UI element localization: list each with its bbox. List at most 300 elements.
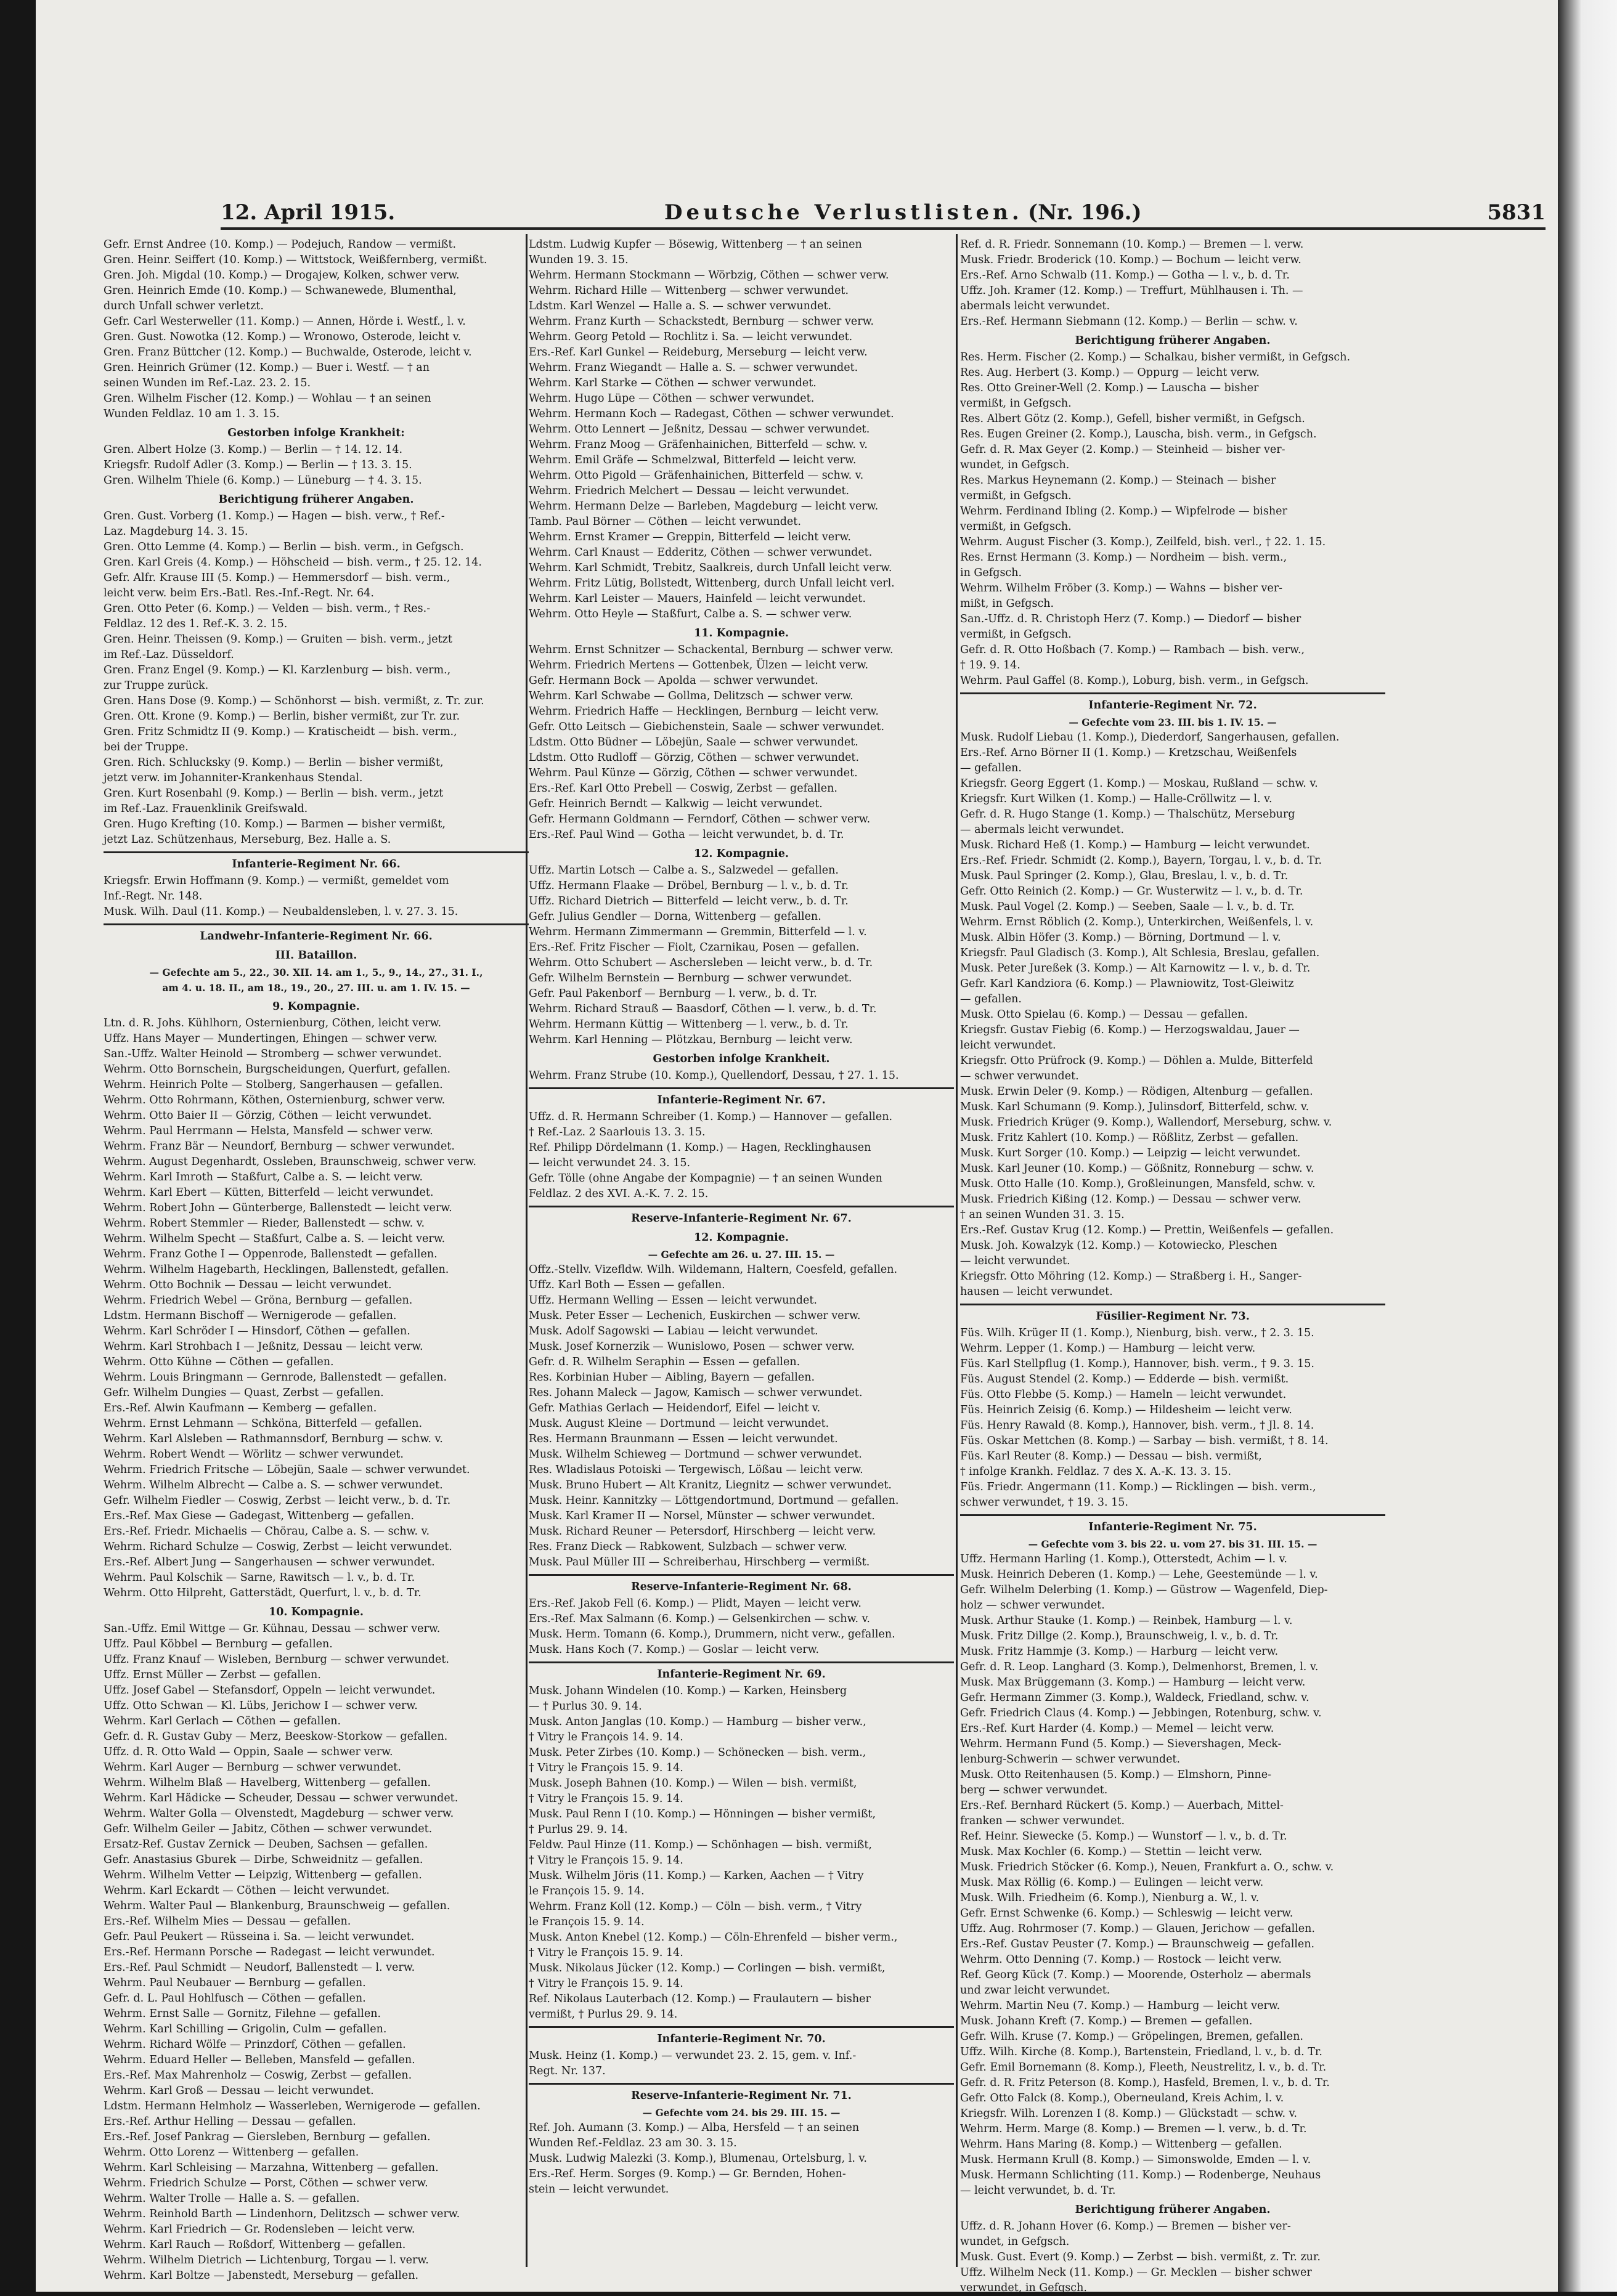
publication-title: Deutsche Verlustlisten. xyxy=(664,200,1023,225)
casualty-entry: Wehrm. Karl Rauch — Roßdorf, Wittenberg — gefallen. xyxy=(104,2239,406,2251)
casualty-entry: seinen Wunden im Ref.-Laz. 23. 2. 15. xyxy=(104,377,311,389)
casualty-entry: Uffz. Hermann Welling — Essen — leicht verwundet. xyxy=(529,1294,817,1307)
casualty-entry: Musk. Peter Esser — Lechenich, Euskirchen — schwer verw. xyxy=(529,1310,861,1322)
casualty-entry: Musk. Friedrich Krüger (9. Komp.), Wallendorf, Merseburg, schw. v. xyxy=(960,1116,1332,1129)
casualty-entry: Ers.-Ref. Max Mahrenholz — Coswig, Zerbst — gefallen. xyxy=(104,2069,412,2082)
casualty-entry: Res. Ernst Hermann (3. Komp.) — Nordheim — bish. verm., xyxy=(960,551,1287,564)
casualty-entry: Gefr. Otto Falck (8. Komp.), Oberneuland, Kreis Achim, l. v. xyxy=(960,2092,1284,2104)
casualty-entry: Ref. Nikolaus Lauterbach (12. Komp.) — Fraulautern — bisher xyxy=(529,1993,871,2005)
casualty-entry: Musk. Otto Reitenhausen (5. Komp.) — Elmshorn, Pinne- xyxy=(960,1769,1272,1781)
casualty-entry: wundet, in Gefgsch. xyxy=(960,459,1070,471)
casualty-entry: Inf.-Regt. Nr. 148. xyxy=(104,890,203,903)
casualty-entry: Musk. Arthur Stauke (1. Komp.) — Reinbek, Hamburg — l. v. xyxy=(960,1615,1293,1627)
casualty-entry: Musk. Ludwig Malezki (3. Komp.), Blumenau, Ortelsburg, l. v. xyxy=(529,2152,867,2165)
casualty-entry: Uffz. Ernst Müller — Zerbst — gefallen. xyxy=(104,1669,321,1681)
casualty-entry: Gefr. Wilhelm Bernstein — Bernburg — schwer verwundet. xyxy=(529,972,852,984)
casualty-entry: Res. Korbinian Huber — Aibling, Bayern — gefallen. xyxy=(529,1371,815,1384)
casualty-entry: Gefr. Julius Gendler — Dorna, Wittenberg — gefallen. xyxy=(529,911,821,923)
casualty-entry: † Purlus 29. 9. 14. xyxy=(529,1823,628,1836)
casualty-entry: Wehrm. Wilhelm Albrecht — Calbe a. S. — schwer verwundet. xyxy=(104,1479,443,1491)
casualty-entry: Musk. Paul Müller III — Schreiberhau, Hirschberg — vermißt. xyxy=(529,1556,870,1568)
casualty-entry: Wehrm. Otto Lennert — Jeßnitz, Dessau — schwer verwundet. xyxy=(529,423,870,436)
casualty-entry: Gefr. Tölle (ohne Angabe der Kompagnie) — † an seinen Wunden xyxy=(529,1172,882,1185)
casualty-entry: Wehrm. Ernst Lehmann — Schköna, Bitterfeld — gefallen. xyxy=(104,1418,423,1430)
casualty-entry: Uffz. Wilh. Kirche (8. Komp.), Bartenstein, Friedland, l. v., b. d. Tr. xyxy=(960,2046,1322,2058)
casualty-entry: Wehrm. Richard Hille — Wittenberg — schwer verwundet. xyxy=(529,285,849,297)
section-heading: Berichtigung früherer Angaben. xyxy=(1075,335,1271,347)
casualty-entry: Laz. Magdeburg 14. 3. 15. xyxy=(104,525,248,538)
casualty-entry: Res. Franz Dieck — Rabkowent, Sulzbach — schwer verw. xyxy=(529,1541,847,1553)
casualty-entry: Uffz. Richard Dietrich — Bitterfeld — leicht verw., b. d. Tr. xyxy=(529,895,849,907)
casualty-entry: — schwer verwundet. xyxy=(960,1070,1079,1082)
casualty-entry: Wehrm. Richard Strauß — Baasdorf, Cöthen — l. verw., b. d. Tr. xyxy=(529,1003,877,1015)
casualty-entry: Wehrm. Walter Trolle — Halle a. S. — gefallen. xyxy=(104,2193,360,2205)
casualty-entry: San.-Uffz. d. R. Christoph Herz (7. Komp.) — Diedorf — bisher xyxy=(960,613,1301,625)
casualty-entry: Gren. Kurt Rosenbahl (9. Komp.) — Berlin — bish. verm., jetzt xyxy=(104,787,444,800)
casualty-entry: Gefr. d. R. Hugo Stange (1. Komp.) — Thalschütz, Merseburg xyxy=(960,808,1295,821)
casualty-entry: Wehrm. Hans Maring (8. Komp.) — Wittenberg — gefallen. xyxy=(960,2138,1282,2151)
casualty-entry: Wehrm. Karl Gerlach — Cöthen — gefallen. xyxy=(104,1715,341,1727)
casualty-entry: Gren. Rich. Schlucksky (9. Komp.) — Berlin — bisher vermißt, xyxy=(104,757,444,769)
battle-dates: — Gefechte vom 23. III. bis 1. IV. 15. — xyxy=(1069,716,1277,728)
casualty-entry: Musk. Joh. Kowalzyk (12. Komp.) — Kotowiecko, Pleschen xyxy=(960,1239,1277,1252)
column-divider xyxy=(956,234,958,2267)
casualty-entry: Wehrm. Otto Kühne — Cöthen — gefallen. xyxy=(104,1356,334,1368)
casualty-entry: Ers.-Ref. Max Giese — Gadegast, Wittenberg — gefallen. xyxy=(104,1510,415,1522)
column-middle xyxy=(529,237,954,2264)
casualty-entry: Wehrm. Karl Schilling — Grigolin, Culm — gefallen. xyxy=(104,2023,387,2035)
casualty-entry: Wehrm. Reinhold Barth — Lindenhorn, Delitzsch — schwer verw. xyxy=(104,2208,460,2220)
casualty-entry: Musk. Max Brüggemann (3. Komp.) — Hamburg — leicht verw. xyxy=(960,1676,1306,1689)
casualty-entry: Ldstm. Otto Rudloff — Görzig, Cöthen — schwer verwundet. xyxy=(529,752,860,764)
casualty-entry: Wehrm. August Fischer (3. Komp.), Zeilfeld, bish. verl., † 22. 1. 15. xyxy=(960,536,1326,548)
casualty-entry: Kriegsfr. Paul Gladisch (3. Komp.), Alt Schlesia, Breslau, gefallen. xyxy=(960,947,1320,959)
casualty-entry: Gefr. Emil Bornemann (8. Komp.), Fleeth, Neustrelitz, l. v., b. d. Tr. xyxy=(960,2061,1327,2074)
casualty-entry: Uffz. Otto Schwan — Kl. Lübs, Jerichow I — schwer verw. xyxy=(104,1700,418,1712)
casualty-entry: Wehrm. Robert John — Günterberge, Ballenstedt — leicht verw. xyxy=(104,1202,452,1214)
casualty-entry: Musk. Nikolaus Jücker (12. Komp.) — Corlingen — bish. vermißt, xyxy=(529,1962,886,1974)
casualty-entry: Wehrm. Otto Bochnik — Dessau — leicht verwundet. xyxy=(104,1279,392,1291)
casualty-entry: Ers.-Ref. Alwin Kaufmann — Kemberg — gefallen. xyxy=(104,1402,377,1414)
casualty-entry: Gefr. Alfr. Krause III (5. Komp.) — Hemmersdorf — bish. verm., xyxy=(104,572,450,584)
casualty-entry: Füs. Otto Flebbe (5. Komp.) — Hameln — leicht verwundet. xyxy=(960,1389,1287,1401)
casualty-entry: stein — leicht verwundet. xyxy=(529,2183,669,2196)
casualty-entry: Musk. Fritz Kahlert (10. Komp.) — Rößlitz, Zerbst — gefallen. xyxy=(960,1132,1299,1144)
issue-number: (Nr. 196.) xyxy=(1028,200,1142,225)
section-rule xyxy=(529,1087,954,1089)
section-heading: Infanterie-Regiment Nr. 67. xyxy=(657,1094,826,1106)
casualty-entry: Ltn. d. R. Johs. Kühlhorn, Osternienburg, Cöthen, leicht verw. xyxy=(104,1017,442,1029)
casualty-entry: Füs. Oskar Mettchen (8. Komp.) — Sarbay — bish. vermißt, † 8. 14. xyxy=(960,1435,1329,1447)
casualty-entry: Füs. Heinrich Zeisig (6. Komp.) — Hildesheim — leicht verw. xyxy=(960,1404,1292,1416)
casualty-entry: Gefr. Hermann Zimmer (3. Komp.), Waldeck, Friedland, schw. v. xyxy=(960,1692,1309,1704)
casualty-entry: Ersatz-Ref. Gustav Zernick — Deuben, Sachsen — gefallen. xyxy=(104,1838,428,1851)
casualty-entry: Musk. Josef Kornerzik — Wunislowo, Posen — schwer verw. xyxy=(529,1341,855,1353)
casualty-entry: Wehrm. Friedrich Fritsche — Löbejün, Saale — schwer verwundet. xyxy=(104,1464,470,1476)
casualty-entry: Wehrm. Karl Auger — Bernburg — schwer verwundet. xyxy=(104,1761,401,1774)
casualty-entry: Res. Markus Heynemann (2. Komp.) — Steinach — bisher xyxy=(960,474,1276,487)
section-heading: III. Bataillon. xyxy=(275,949,357,962)
casualty-entry: Ldstm. Hermann Helmholz — Wasserleben, Wernigerode — gefallen. xyxy=(104,2100,481,2112)
casualty-entry: Gren. Heinr. Theissen (9. Komp.) — Gruiten — bish. verm., jetzt xyxy=(104,633,452,646)
casualty-entry: vermißt, † Purlus 29. 9. 14. xyxy=(529,2008,678,2021)
casualty-entry: Wehrm. Hermann Delze — Barleben, Magdeburg — leicht verw. xyxy=(529,500,879,513)
casualty-entry: Wehrm. Friedrich Webel — Gröna, Bernburg — gefallen. xyxy=(104,1294,413,1307)
casualty-entry: Gefr. Paul Peukert — Rüsseina i. Sa. — leicht verwundet. xyxy=(104,1931,415,1943)
casualty-entry: Ldstm. Karl Wenzel — Halle a. S. — schwer verwundet. xyxy=(529,300,832,312)
casualty-entry: † Vitry le François 15. 9. 14. xyxy=(529,1978,683,1990)
section-heading: 11. Kompagnie. xyxy=(694,627,789,639)
casualty-entry: Wehrm. Karl Strohbach I — Jeßnitz, Dessau — leicht verw. xyxy=(104,1341,423,1353)
casualty-entry: Musk. Friedrich Stöcker (6. Komp.), Neuen, Frankfurt a. O., schw. v. xyxy=(960,1861,1334,1873)
casualty-entry: Musk. Paul Renn I (10. Komp.) — Hönningen — bisher vermißt, xyxy=(529,1808,876,1820)
casualty-entry: † Ref.-Laz. 2 Saarlouis 13. 3. 15. xyxy=(529,1126,706,1138)
casualty-entry: † Vitry le François 14. 9. 14. xyxy=(529,1731,683,1743)
casualty-entry: Ers.-Ref. Max Salmann (6. Komp.) — Gelsenkirchen — schw. v. xyxy=(529,1613,870,1625)
casualty-entry: Wehrm. Hermann Küttig — Wittenberg — l. verw., b. d. Tr. xyxy=(529,1018,849,1031)
section-heading: Füsilier-Regiment Nr. 73. xyxy=(1096,1310,1250,1323)
casualty-entry: Gren. Wilhelm Thiele (6. Komp.) — Lüneburg — † 4. 3. 15. xyxy=(104,474,422,487)
casualty-entry: Gren. Otto Lemme (4. Komp.) — Berlin — bish. verm., in Gefgsch. xyxy=(104,541,464,553)
casualty-entry: Gren. Gust. Vorberg (1. Komp.) — Hagen — bish. verw., † Ref.- xyxy=(104,510,445,522)
casualty-entry: Gefr. Hermann Goldmann — Ferndorf, Cöthen — schwer verw. xyxy=(529,813,871,826)
casualty-entry: Wehrm. Otto Baier II — Görzig, Cöthen — leicht verwundet. xyxy=(104,1109,432,1122)
casualty-entry: Musk. Peter Zirbes (10. Komp.) — Schönecken — bish. verm., xyxy=(529,1746,866,1759)
casualty-entry: Musk. Karl Jeuner (10. Komp.) — Gößnitz, Ronneburg — schw. v. xyxy=(960,1162,1314,1175)
casualty-entry: Wehrm. Ernst Schnitzer — Schackental, Bernburg — schwer verw. xyxy=(529,644,894,656)
section-rule xyxy=(104,851,529,853)
section-heading: Infanterie-Regiment Nr. 69. xyxy=(657,1668,826,1681)
casualty-entry: bei der Truppe. xyxy=(104,741,189,753)
casualty-entry: im Ref.-Laz. Frauenklinik Greifswald. xyxy=(104,803,308,815)
section-heading: Infanterie-Regiment Nr. 75. xyxy=(1088,1521,1257,1533)
section-heading: Infanterie-Regiment Nr. 70. xyxy=(657,2033,826,2045)
casualty-entry: Wehrm. Friedrich Mertens — Gottenbek, Ülzen — leicht verw. xyxy=(529,659,869,671)
battle-dates: — Gefechte am 26. u. 27. III. 15. — xyxy=(648,1249,835,1260)
casualty-entry: Ers.-Ref. Bernhard Rückert (5. Komp.) — Auerbach, Mittel- xyxy=(960,1799,1284,1812)
casualty-entry: Ers.-Ref. Arthur Helling — Dessau — gefallen. xyxy=(104,2115,356,2128)
casualty-entry: Wehrm. Friedrich Haffe — Hecklingen, Bernburg — leicht verw. xyxy=(529,705,879,718)
newspaper-page xyxy=(36,0,1558,2292)
casualty-entry: Gefr. Friedrich Claus (4. Komp.) — Jebbingen, Rotenburg, schw. v. xyxy=(960,1707,1322,1719)
casualty-entry: Gefr. Karl Kandziora (6. Komp.) — Plawniowitz, Tost-Gleiwitz xyxy=(960,978,1294,990)
casualty-entry: Uffz. Hans Mayer — Mundertingen, Ehingen — schwer verw. xyxy=(104,1032,438,1045)
casualty-entry: Gefr. d. R. Fritz Peterson (8. Komp.), Hasfeld, Bremen, l. v., b. d. Tr. xyxy=(960,2077,1330,2089)
section-heading: Gestorben infolge Krankheit: xyxy=(227,427,405,439)
section-heading: Berichtigung früherer Angaben. xyxy=(1075,2204,1271,2216)
casualty-entry: Gren. Franz Engel (9. Komp.) — Kl. Karzlenburg — bish. verm., xyxy=(104,664,451,676)
section-heading: Infanterie-Regiment Nr. 66. xyxy=(232,858,401,870)
casualty-entry: Musk. Gust. Evert (9. Komp.) — Zerbst — bish. vermißt, z. Tr. zur. xyxy=(960,2251,1321,2263)
casualty-entry: Wehrm. Georg Petold — Rochlitz i. Sa. — leicht verwundet. xyxy=(529,331,853,343)
casualty-entry: Ref. Joh. Aumann (3. Komp.) — Alba, Hersfeld — † an seinen xyxy=(529,2122,860,2134)
casualty-entry: Füs. Friedr. Angermann (11. Komp.) — Ricklingen — bish. verm., xyxy=(960,1481,1316,1493)
casualty-entry: Musk. Erwin Deler (9. Komp.) — Rödigen, Altenburg — gefallen. xyxy=(960,1085,1313,1098)
casualty-entry: franken — schwer verwundet. xyxy=(960,1815,1125,1827)
casualty-entry: Ref. d. R. Friedr. Sonnemann (10. Komp.) — Bremen — l. verw. xyxy=(960,238,1304,251)
casualty-entry: Musk. Albin Höfer (3. Komp.) — Börning, Dortmund — l. v. xyxy=(960,931,1281,944)
section-rule xyxy=(529,1206,954,1207)
section-rule xyxy=(104,923,529,925)
casualty-entry: Gren. Heinr. Seiffert (10. Komp.) — Wittstock, Weißfernberg, vermißt. xyxy=(104,254,487,266)
casualty-entry: Feldlaz. 12 des 1. Ref.-K. 3. 2. 15. xyxy=(104,618,288,630)
casualty-entry: † Vitry le François 15. 9. 14. xyxy=(529,1854,683,1867)
casualty-entry: Ers.-Ref. Jakob Fell (6. Komp.) — Plidt, Mayen — leicht verw. xyxy=(529,1597,861,1610)
casualty-entry: Ldstm. Hermann Bischoff — Wernigerode — gefallen. xyxy=(104,1310,397,1322)
casualty-entry: † infolge Krankh. Feldlaz. 7 des X. A.-K. 13. 3. 15. xyxy=(960,1466,1231,1478)
casualty-entry: Wehrm. Otto Hilpreht, Gatterstädt, Querfurt, l. v., b. d. Tr. xyxy=(104,1587,422,1599)
casualty-entry: Musk. Kurt Sorger (10. Komp.) — Leipzig — leicht verwundet. xyxy=(960,1147,1301,1159)
casualty-entry: Ers.-Ref. Wilhelm Mies — Dessau — gefallen. xyxy=(104,1915,351,1928)
casualty-entry: Gren. Joh. Migdal (10. Komp.) — Drogajew, Kolken, schwer verw. xyxy=(104,269,460,282)
casualty-entry: Wehrm. Fritz Lütig, Bollstedt, Wittenberg, durch Unfall leicht verl. xyxy=(529,577,895,590)
casualty-entry: Kriegsfr. Erwin Hoffmann (9. Komp.) — vermißt, gemeldet vom xyxy=(104,875,449,887)
casualty-entry: Gren. Heinrich Emde (10. Komp.) — Schwanewede, Blumenthal, xyxy=(104,285,457,297)
casualty-entry: Wehrm. Wilhelm Specht — Staßfurt, Calbe a. S. — leicht verw. xyxy=(104,1233,446,1245)
casualty-entry: und zwar leicht verwundet. xyxy=(960,1984,1110,1997)
casualty-entry: Musk. Fritz Hammje (3. Komp.) — Harburg — leicht verw. xyxy=(960,1645,1279,1658)
casualty-entry: Wehrm. Otto Lorenz — Wittenberg — gefallen. xyxy=(104,2146,359,2159)
casualty-entry: Musk. Hermann Schlichting (11. Komp.) — Rodenberge, Neuhaus xyxy=(960,2169,1321,2181)
section-heading: Reserve-Infanterie-Regiment Nr. 68. xyxy=(631,1581,852,1593)
casualty-entry: Ers.-Ref. Karl Gunkel — Reideburg, Merseburg — leicht verw. xyxy=(529,346,868,359)
section-heading: Reserve-Infanterie-Regiment Nr. 67. xyxy=(631,1212,852,1225)
casualty-entry: Wehrm. Karl Ebert — Kütten, Bitterfeld — leicht verwundet. xyxy=(104,1187,434,1199)
battle-dates: am 4. u. 18. II., am 18., 19., 20., 27. III. u. am 1. IV. 15. — xyxy=(162,982,470,994)
casualty-entry: Feldw. Paul Hinze (11. Komp.) — Schönhagen — bish. vermißt, xyxy=(529,1839,872,1851)
casualty-entry: Offz.-Stellv. Vizefldw. Wilh. Wildemann, Haltern, Coesfeld, gefallen. xyxy=(529,1264,898,1276)
casualty-entry: Kriegsfr. Georg Eggert (1. Komp.) — Moskau, Rußland — schw. v. xyxy=(960,777,1318,790)
casualty-entry: Gren. Hans Dose (9. Komp.) — Schönhorst — bish. vermißt, z. Tr. zur. xyxy=(104,695,484,707)
casualty-entry: Füs. Karl Stellpflug (1. Komp.), Hannover, bish. verm., † 9. 3. 15. xyxy=(960,1358,1314,1370)
casualty-entry: Wehrm. Franz Wiegandt — Halle a. S. — schwer verwundet. xyxy=(529,362,858,374)
casualty-entry: Wehrm. Walter Paul — Blankenburg, Braunschweig — gefallen. xyxy=(104,1900,450,1912)
casualty-entry: Uffz. Hermann Flaake — Dröbel, Bernburg — l. v., b. d. Tr. xyxy=(529,880,849,892)
casualty-entry: † Vitry le François 15. 9. 14. xyxy=(529,1793,683,1805)
scan-edge xyxy=(1558,0,1617,2292)
casualty-entry: Wehrm. Otto Bornschein, Burgscheidungen, Querfurt, gefallen. xyxy=(104,1063,451,1076)
casualty-entry: Musk. Wilhelm Jöris (11. Komp.) — Karken, Aachen — † Vitry xyxy=(529,1870,864,1882)
casualty-entry: lenburg-Schwerin — schwer verwundet. xyxy=(960,1753,1181,1766)
casualty-entry: Wehrm. Franz Kurth — Schackstedt, Bernburg — schwer verw. xyxy=(529,315,874,328)
casualty-entry: Musk. August Kleine — Dortmund — leicht verwundet. xyxy=(529,1418,829,1430)
section-heading: Infanterie-Regiment Nr. 72. xyxy=(1088,699,1257,712)
casualty-entry: Wehrm. Robert Stemmler — Rieder, Ballenstedt — schw. v. xyxy=(104,1217,425,1230)
casualty-entry: Ref. Georg Kück (7. Komp.) — Moorende, Osterholz — abermals xyxy=(960,1969,1311,1981)
casualty-entry: Wehrm. Paul Künze — Görzig, Cöthen — schwer verwundet. xyxy=(529,767,858,779)
casualty-entry: Musk. Karl Kramer II — Norsel, Münster — schwer verwundet. xyxy=(529,1510,875,1522)
section-heading: 12. Kompagnie. xyxy=(694,848,789,860)
casualty-entry: Tamb. Paul Börner — Cöthen — leicht verwundet. xyxy=(529,516,801,528)
casualty-entry: Gren. Fritz Schmidtz II (9. Komp.) — Kratischeidt — bish. verm., xyxy=(104,726,457,738)
casualty-entry: Wehrm. Ernst Salle — Gornitz, Filehne — gefallen. xyxy=(104,2008,381,2020)
casualty-entry: Gren. Albert Holze (3. Komp.) — Berlin — † 14. 12. 14. xyxy=(104,444,403,456)
casualty-entry: Ers.-Ref. Fritz Fischer — Fiolt, Czarnikau, Posen — gefallen. xyxy=(529,941,860,954)
casualty-entry: vermißt, in Gefgsch. xyxy=(960,490,1072,502)
casualty-entry: mißt, in Gefgsch. xyxy=(960,598,1054,610)
casualty-entry: Ers.-Ref. Herm. Sorges (9. Komp.) — Gr. Bernden, Hohen- xyxy=(529,2168,846,2180)
casualty-entry: Wehrm. Franz Strube (10. Komp.), Quellendorf, Dessau, † 27. 1. 15. xyxy=(529,1069,899,1082)
casualty-entry: Res. Albert Götz (2. Komp.), Gefell, bisher vermißt, in Gefgsch. xyxy=(960,413,1305,425)
casualty-entry: Musk. Hans Koch (7. Komp.) — Goslar — leicht verw. xyxy=(529,1644,820,1656)
casualty-entry: Wehrm. Otto Schubert — Aschersleben — leicht verw., b. d. Tr. xyxy=(529,957,873,969)
casualty-entry: Wehrm. Franz Koll (12. Komp.) — Cöln — bish. verm., † Vitry xyxy=(529,1900,862,1913)
casualty-entry: Gefr. d. R. Leop. Langhard (3. Komp.), Delmenhorst, Bremen, l. v. xyxy=(960,1661,1319,1673)
casualty-entry: Ref. Philipp Dördelmann (1. Komp.) — Hagen, Recklinghausen xyxy=(529,1142,871,1154)
casualty-entry: Wehrm. Emil Gräfe — Schmelzwal, Bitterfeld — leicht verw. xyxy=(529,454,857,466)
casualty-entry: Ers.-Ref. Arno Schwalb (11. Komp.) — Gotha — l. v., b. d. Tr. xyxy=(960,269,1290,282)
casualty-entry: Gefr. Paul Pakenborf — Bernburg — l. verw., b. d. Tr. xyxy=(529,988,817,1000)
casualty-entry: berg — schwer verwundet. xyxy=(960,1784,1108,1796)
casualty-entry: Ers.-Ref. Josef Pankrag — Giersleben, Bernburg — gefallen. xyxy=(104,2131,431,2143)
casualty-entry: Wehrm. Karl Starke — Cöthen — schwer verwundet. xyxy=(529,377,817,389)
casualty-entry: vermißt, in Gefgsch. xyxy=(960,521,1072,533)
casualty-entry: Wehrm. Karl Henning — Plötzkau, Bernburg — leicht verw. xyxy=(529,1034,853,1046)
casualty-entry: Uffz. d. R. Otto Wald — Oppin, Saale — schwer verw. xyxy=(104,1746,393,1758)
casualty-entry: Musk. Anton Janglas (10. Komp.) — Hamburg — bisher verw., xyxy=(529,1716,866,1728)
section-heading: 10. Kompagnie. xyxy=(269,1606,364,1618)
casualty-entry: Wehrm. Karl Boltze — Jabenstedt, Merseburg — gefallen. xyxy=(104,2270,419,2282)
casualty-entry: † 19. 9. 14. xyxy=(960,659,1020,671)
casualty-entry: Wehrm. Franz Gothe I — Oppenrode, Ballenstedt — gefallen. xyxy=(104,1248,438,1260)
casualty-entry: Ers.-Ref. Paul Wind — Gotha — leicht verwundet, b. d. Tr. xyxy=(529,829,844,841)
casualty-entry: Uffz. Karl Both — Essen — gefallen. xyxy=(529,1279,725,1291)
casualty-entry: Füs. Karl Reuter (8. Komp.) — Dessau — bish. vermißt, xyxy=(960,1450,1262,1462)
casualty-entry: Musk. Karl Schumann (9. Komp.), Julinsdorf, Bitterfeld, schw. v. xyxy=(960,1101,1309,1113)
section-rule xyxy=(529,1661,954,1663)
casualty-entry: Uffz. Josef Gabel — Stefansdorf, Oppeln — leicht verwundet. xyxy=(104,1684,436,1697)
casualty-entry: Musk. Rudolf Liebau (1. Komp.), Diederdorf, Sangerhausen, gefallen. xyxy=(960,731,1340,744)
casualty-entry: Gren. Otto Peter (6. Komp.) — Velden — bish. verm., † Res.- xyxy=(104,602,431,615)
casualty-entry: Regt. Nr. 137. xyxy=(529,2065,606,2077)
casualty-entry: Wehrm. Paul Neubauer — Bernburg — gefallen. xyxy=(104,1977,366,1989)
casualty-entry: abermals leicht verwundet. xyxy=(960,300,1110,312)
casualty-entry: Ers.-Ref. Hermann Porsche — Radegast — leicht verwundet. xyxy=(104,1946,435,1958)
casualty-entry: Ref. Heinr. Siewecke (5. Komp.) — Wunstorf — l. v., b. d. Tr. xyxy=(960,1830,1287,1843)
casualty-entry: Gefr. d. R. Wilhelm Seraphin — Essen — gefallen. xyxy=(529,1356,800,1368)
battle-dates: — Gefechte vom 3. bis 22. u. vom 27. bis 31. III. 15. — xyxy=(1028,1538,1318,1550)
casualty-entry: † an seinen Wunden 31. 3. 15. xyxy=(960,1209,1125,1221)
casualty-entry: Wunden 19. 3. 15. xyxy=(529,254,629,266)
casualty-entry: leicht verw. beim Ers.-Batl. Res.-Inf.-Regt. Nr. 64. xyxy=(104,587,374,599)
casualty-entry: Res. Johann Maleck — Jagow, Kamisch — schwer verwundet. xyxy=(529,1387,863,1399)
casualty-entry: Wehrm. Karl Leister — Mauers, Hainfeld — leicht verwundet. xyxy=(529,593,866,605)
casualty-entry: Wehrm. Ernst Kramer — Greppin, Bitterfeld — leicht verw. xyxy=(529,531,851,543)
casualty-entry: Musk. Heinz (1. Komp.) — verwundet 23. 2. 15, gem. v. Inf.- xyxy=(529,2050,857,2062)
casualty-entry: vermißt, in Gefgsch. xyxy=(960,397,1072,410)
casualty-entry: zur Truppe zurück. xyxy=(104,679,209,692)
casualty-entry: Kriegsfr. Otto Möhring (12. Komp.) — Straßberg i. H., Sanger- xyxy=(960,1270,1302,1283)
casualty-entry: leicht verwundet. xyxy=(960,1039,1056,1052)
casualty-entry: Feldlaz. 2 des XVI. A.-K. 7. 2. 15. xyxy=(529,1188,709,1200)
casualty-entry: San.-Uffz. Walter Heinold — Stromberg — schwer verwundet. xyxy=(104,1048,442,1060)
casualty-entry: Wehrm. Eduard Heller — Belleben, Mansfeld — gefallen. xyxy=(104,2054,415,2066)
casualty-entry: Gefr. Otto Reinich (2. Komp.) — Gr. Wusterwitz — l. v., b. d. Tr. xyxy=(960,885,1303,898)
casualty-entry: Musk. Max Kochler (6. Komp.) — Stettin — leicht verw. xyxy=(960,1846,1263,1858)
casualty-entry: durch Unfall schwer verletzt. xyxy=(104,300,264,312)
page-number: 5831 xyxy=(1487,200,1546,225)
casualty-entry: Wehrm. August Degenhardt, Ossleben, Braunschweig, schwer verw. xyxy=(104,1156,476,1168)
casualty-entry: † Vitry le François 15. 9. 14. xyxy=(529,1947,683,1959)
casualty-entry: Gren. Gust. Nowotka (12. Komp.) — Wronowo, Osterode, leicht v. xyxy=(104,331,462,343)
battle-dates: — Gefechte vom 24. bis 29. III. 15. — xyxy=(642,2107,841,2119)
casualty-entry: Wehrm. Richard Schulze — Coswig, Zerbst — leicht verwundet. xyxy=(104,1541,452,1553)
casualty-entry: Wehrm. Richard Wölfe — Prinzdorf, Cöthen — gefallen. xyxy=(104,2038,406,2051)
casualty-entry: — gefallen. xyxy=(960,762,1022,774)
casualty-entry: Ers.-Ref. Kurt Harder (4. Komp.) — Memel — leicht verw. xyxy=(960,1722,1274,1735)
casualty-entry: Wehrm. Karl Groß — Dessau — leicht verwundet. xyxy=(104,2085,374,2097)
casualty-entry: Wehrm. Friedrich Melchert — Dessau — leicht verwundet. xyxy=(529,485,850,497)
casualty-entry: Gefr. Mathias Gerlach — Heidendorf, Eifel — leicht v. xyxy=(529,1402,821,1414)
casualty-entry: Res. Aug. Herbert (3. Komp.) — Oppurg — leicht verw. xyxy=(960,367,1260,379)
casualty-entry: Gefr. Otto Leitsch — Giebichenstein, Saale — schwer verwundet. xyxy=(529,721,885,733)
casualty-entry: Wunden Feldlaz. 10 am 1. 3. 15. xyxy=(104,408,280,420)
casualty-entry: Wehrm. Martin Neu (7. Komp.) — Hamburg — leicht verw. xyxy=(960,2000,1281,2012)
casualty-entry: Wehrm. Otto Rohrmann, Köthen, Osternienburg, schwer verw. xyxy=(104,1094,446,1106)
casualty-entry: le François 15. 9. 14. xyxy=(529,1916,645,1928)
casualty-entry: Musk. Otto Halle (10. Komp.), Großleinungen, Mansfeld, schw. v. xyxy=(960,1178,1316,1190)
casualty-entry: Ers.-Ref. Gustav Krug (12. Komp.) — Prettin, Weißenfels — gefallen. xyxy=(960,1224,1334,1236)
casualty-entry: Wehrm. Paul Gaffel (8. Komp.), Loburg, bish. verm., in Gefgsch. xyxy=(960,675,1309,687)
casualty-entry: Musk. Herm. Tomann (6. Komp.), Drummern, nicht verw., gefallen. xyxy=(529,1628,895,1641)
casualty-entry: Wehrm. Hermann Stockmann — Wörbzig, Cöthen — schwer verw. xyxy=(529,269,889,282)
casualty-entry: — leicht verwundet. xyxy=(960,1255,1070,1267)
casualty-entry: holz — schwer verwundet. xyxy=(960,1599,1105,1612)
page-header xyxy=(221,200,1546,230)
casualty-entry: Musk. Wilh. Friedheim (6. Komp.), Nienburg a. W., l. v. xyxy=(960,1892,1260,1904)
casualty-entry: Musk. Wilh. Daul (11. Komp.) — Neubaldensleben, l. v. 27. 3. 15. xyxy=(104,906,458,918)
casualty-entry: Uffz. Hermann Harling (1. Komp.), Otterstedt, Achim — l. v. xyxy=(960,1553,1287,1565)
casualty-entry: Wehrm. Karl Schröder I — Hinsdorf, Cöthen — gefallen. xyxy=(104,1325,410,1337)
casualty-entry: Gefr. Ernst Schwenke (6. Komp.) — Schleswig — leicht verw. xyxy=(960,1907,1293,1920)
casualty-entry: Uffz. Joh. Kramer (12. Komp.) — Treffurt, Mühlhausen i. Th. — xyxy=(960,285,1303,297)
casualty-entry: Wehrm. Robert Wendt — Wörlitz — schwer verwundet. xyxy=(104,1448,404,1461)
casualty-entry: Musk. Peter Jureßek (3. Komp.) — Alt Karnowitz — l. v., b. d. Tr. xyxy=(960,962,1311,975)
casualty-entry: Wehrm. Wilhelm Fröber (3. Komp.) — Wahns — bisher ver- xyxy=(960,582,1283,594)
casualty-entry: Res. Eugen Greiner (2. Komp.), Lauscha, bish. verm., in Gefgsch. xyxy=(960,428,1317,440)
casualty-entry: Wehrm. Wilhelm Vetter — Leipzig, Wittenberg — gefallen. xyxy=(104,1869,422,1881)
casualty-entry: Uffz. Aug. Rohrmoser (7. Komp.) — Glauen, Jerichow — gefallen. xyxy=(960,1923,1315,1935)
casualty-entry: Ers.-Ref. Arno Börner II (1. Komp.) — Kretzschau, Weißenfels xyxy=(960,747,1297,759)
casualty-entry: Kriegsfr. Rudolf Adler (3. Komp.) — Berlin — † 13. 3. 15. xyxy=(104,459,412,471)
casualty-entry: Musk. Wilhelm Schieweg — Dortmund — schwer verwundet. xyxy=(529,1448,862,1461)
casualty-entry: Wehrm. Karl Friedrich — Gr. Rodensleben — leicht verw. xyxy=(104,2223,415,2236)
casualty-entry: Musk. Paul Vogel (2. Komp.) — Seeben, Saale — l. v., b. d. Tr. xyxy=(960,901,1295,913)
casualty-entry: Musk. Johann Windelen (10. Komp.) — Karken, Heinsberg xyxy=(529,1685,847,1697)
section-heading: 12. Kompagnie. xyxy=(694,1231,789,1244)
casualty-entry: Füs. Henry Rawald (8. Komp.), Hannover, bish. verm., † Jl. 8. 14. xyxy=(960,1419,1314,1432)
casualty-entry: Wehrm. Karl Alsleben — Rathmannsdorf, Bernburg — schw. v. xyxy=(104,1433,443,1445)
casualty-entry: Musk. Richard Reuner — Petersdorf, Hirschberg — leicht verw. xyxy=(529,1525,876,1538)
casualty-entry: — abermals leicht verwundet. xyxy=(960,824,1125,836)
section-rule xyxy=(529,2026,954,2028)
casualty-entry: Gren. Hugo Krefting (10. Komp.) — Barmen — bisher vermißt, xyxy=(104,818,446,830)
casualty-entry: Gefr. Wilhelm Dungies — Quast, Zerbst — gefallen. xyxy=(104,1387,384,1399)
casualty-entry: Wehrm. Otto Heyle — Staßfurt, Calbe a. S. — schwer verw. xyxy=(529,608,852,620)
casualty-entry: Musk. Joseph Bahnen (10. Komp.) — Wilen — bish. vermißt, xyxy=(529,1777,857,1790)
casualty-entry: Gefr. Hermann Bock — Apolda — schwer verwundet. xyxy=(529,675,818,687)
casualty-entry: Gren. Franz Büttcher (12. Komp.) — Buchwalde, Osterode, leicht v. xyxy=(104,346,472,359)
casualty-entry: Gefr. Wilhelm Delerbing (1. Komp.) — Güstrow — Wagenfeld, Diep- xyxy=(960,1584,1328,1596)
casualty-entry: Gefr. Carl Westerweller (11. Komp.) — Annen, Hörde i. Westf., l. v. xyxy=(104,315,466,328)
casualty-entry: San.-Uffz. Emil Wittge — Gr. Kühnau, Dessau — schwer verw. xyxy=(104,1623,441,1635)
casualty-entry: Wehrm. Franz Moog — Gräfenhainichen, Bitterfeld — schw. v. xyxy=(529,439,868,451)
section-rule xyxy=(529,1574,954,1576)
casualty-entry: Gefr. Anastasius Gburek — Dirbe, Schweidnitz — gefallen. xyxy=(104,1854,423,1866)
casualty-entry: Uffz. Wilhelm Neck (11. Komp.) — Gr. Mecklen — bisher schwer xyxy=(960,2266,1312,2279)
casualty-entry: Wehrm. Friedrich Schulze — Porst, Cöthen — schwer verw. xyxy=(104,2177,428,2189)
casualty-entry: Ers.-Ref. Karl Otto Prebell — Coswig, Zerbst — gefallen. xyxy=(529,782,837,795)
